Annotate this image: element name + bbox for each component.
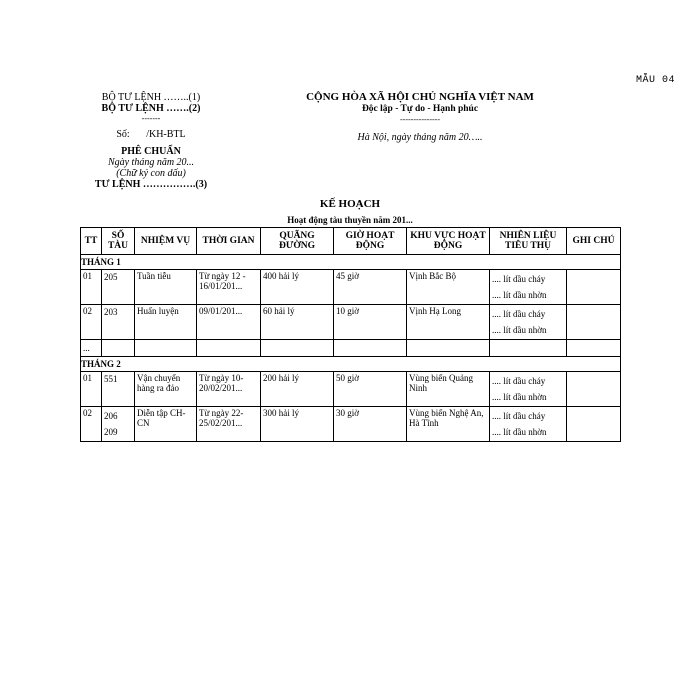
cell-ship bbox=[102, 372, 135, 407]
command-line-2: BỘ TƯ LỆNH …….(2) bbox=[101, 103, 201, 114]
table-row bbox=[81, 372, 621, 407]
cell-fuel bbox=[490, 372, 567, 407]
table-row bbox=[81, 305, 621, 340]
cell-hours: 50 giờ bbox=[334, 372, 407, 407]
ellipsis-row bbox=[81, 340, 621, 357]
plan-subtitle: Hoạt động tàu thuyền năm 201... bbox=[287, 215, 413, 225]
cell-time: 09/01/201... bbox=[197, 305, 261, 340]
approval-title: PHÊ CHUẨN bbox=[121, 146, 181, 157]
header-time: THỜI GIAN bbox=[197, 228, 261, 255]
cell-empty bbox=[334, 340, 407, 357]
cell-time: Từ ngày 12 - 16/01/201... bbox=[197, 270, 261, 305]
cell-distance: 60 hải lý bbox=[261, 305, 334, 340]
header-tt: TT bbox=[81, 228, 102, 255]
table-header-row bbox=[81, 228, 621, 255]
header-area: KHU VỰC HOẠT ĐỘNG bbox=[407, 228, 490, 255]
cell-area: Vịnh Bắc Bộ bbox=[407, 270, 490, 305]
plan-title: KẾ HOẠCH bbox=[319, 198, 381, 210]
header-task: NHIỆM VỤ bbox=[135, 228, 197, 255]
cell-distance: 300 hải lý bbox=[261, 407, 334, 442]
cell-fuel bbox=[490, 305, 567, 340]
cell-task: Huấn luyện bbox=[135, 305, 197, 340]
cell-task: Tuần tiễu bbox=[135, 270, 197, 305]
ship-number: 206 bbox=[104, 411, 118, 421]
table-row bbox=[81, 270, 621, 305]
cell-note bbox=[567, 270, 621, 305]
document-number bbox=[76, 129, 226, 140]
command-line-1: BỘ TƯ LỆNH ……..(1) bbox=[101, 92, 201, 103]
cell-time: Từ ngày 10- 20/02/201... bbox=[197, 372, 261, 407]
cell-hours: 30 giờ bbox=[334, 407, 407, 442]
cell-empty bbox=[490, 340, 567, 357]
cell-distance: 400 hải lý bbox=[261, 270, 334, 305]
cell-task: Vận chuyển hàng ra đảo bbox=[135, 372, 197, 407]
number-label: Số: bbox=[116, 129, 130, 140]
header-note: GHI CHÚ bbox=[567, 228, 621, 255]
cell-hours: 45 giờ bbox=[334, 270, 407, 305]
cell-distance: 200 hải lý bbox=[261, 372, 334, 407]
cell-fuel bbox=[490, 407, 567, 442]
cell-ship bbox=[102, 407, 135, 442]
fuel-diesel: .... lít dầu cháy bbox=[492, 376, 546, 386]
fuel-diesel: .... lít dầu cháy bbox=[492, 309, 546, 319]
fuel-lubricant: .... lít dầu nhờn bbox=[492, 325, 547, 335]
cell-empty bbox=[135, 340, 197, 357]
cell-hours: 10 giờ bbox=[334, 305, 407, 340]
cell-tt: 02 bbox=[81, 407, 102, 442]
cell-ship bbox=[102, 270, 135, 305]
cell-note bbox=[567, 407, 621, 442]
cell-ellipsis: ... bbox=[81, 340, 102, 357]
cell-empty bbox=[197, 340, 261, 357]
header-distance: QUÃNG ĐƯỜNG bbox=[261, 228, 334, 255]
place-date: Hà Nội, ngày tháng năm 20….. bbox=[357, 132, 483, 143]
ship-number: 209 bbox=[104, 427, 118, 437]
ship-number: 551 bbox=[104, 374, 118, 384]
cell-empty bbox=[261, 340, 334, 357]
issuing-authority-block bbox=[76, 92, 226, 190]
right-divider: --------------- bbox=[400, 115, 440, 124]
month-row bbox=[81, 255, 621, 270]
cell-area: Vùng biển Nghệ An, Hà Tĩnh bbox=[407, 407, 490, 442]
ship-number: 203 bbox=[104, 307, 118, 317]
national-motto: Độc lập - Tự do - Hạnh phúc bbox=[361, 104, 479, 114]
fuel-diesel: .... lít dầu cháy bbox=[492, 411, 546, 421]
cell-time: Từ ngày 22- 25/02/201... bbox=[197, 407, 261, 442]
header-ship: SỐ TÀU bbox=[102, 228, 135, 255]
cell-ship bbox=[102, 305, 135, 340]
number-code: /KH-BTL bbox=[146, 129, 186, 140]
cell-tt: 01 bbox=[81, 270, 102, 305]
cell-area: Vùng biển Quảng Ninh bbox=[407, 372, 490, 407]
cell-task: Diễn tập CH-CN bbox=[135, 407, 197, 442]
commander-line: TƯ LỆNH …………….(3) bbox=[94, 179, 208, 190]
cell-tt: 01 bbox=[81, 372, 102, 407]
approval-note: (Chữ ký con dấu) bbox=[116, 168, 186, 179]
fuel-lubricant: .... lít dầu nhờn bbox=[492, 392, 547, 402]
cell-empty bbox=[407, 340, 490, 357]
fuel-diesel: .... lít dầu cháy bbox=[492, 274, 546, 284]
cell-area: Vịnh Hạ Long bbox=[407, 305, 490, 340]
cell-empty bbox=[567, 340, 621, 357]
cell-fuel bbox=[490, 270, 567, 305]
fuel-lubricant: .... lít dầu nhờn bbox=[492, 290, 547, 300]
form-code: MẪU 04 bbox=[636, 75, 676, 86]
fuel-lubricant: .... lít dầu nhờn bbox=[492, 427, 547, 437]
cell-note bbox=[567, 372, 621, 407]
month-row bbox=[81, 357, 621, 372]
month-label: THÁNG 2 bbox=[81, 357, 621, 372]
ship-number: 205 bbox=[104, 272, 118, 282]
cell-tt: 02 bbox=[81, 305, 102, 340]
cell-note bbox=[567, 305, 621, 340]
header-fuel: NHIÊN LIỆU TIÊU THỤ bbox=[490, 228, 567, 255]
country-name: CỘNG HÒA XÃ HỘI CHỦ NGHĨA VIỆT NAM bbox=[306, 91, 534, 103]
approval-date: Ngày tháng năm 20... bbox=[107, 157, 195, 168]
plan-table bbox=[80, 227, 621, 442]
national-header-block bbox=[300, 91, 540, 144]
cell-empty bbox=[102, 340, 135, 357]
table-row bbox=[81, 407, 621, 442]
month-label: THÁNG 1 bbox=[81, 255, 621, 270]
header-hours: GIỜ HOẠT ĐỘNG bbox=[334, 228, 407, 255]
left-divider: ------- bbox=[141, 114, 161, 123]
